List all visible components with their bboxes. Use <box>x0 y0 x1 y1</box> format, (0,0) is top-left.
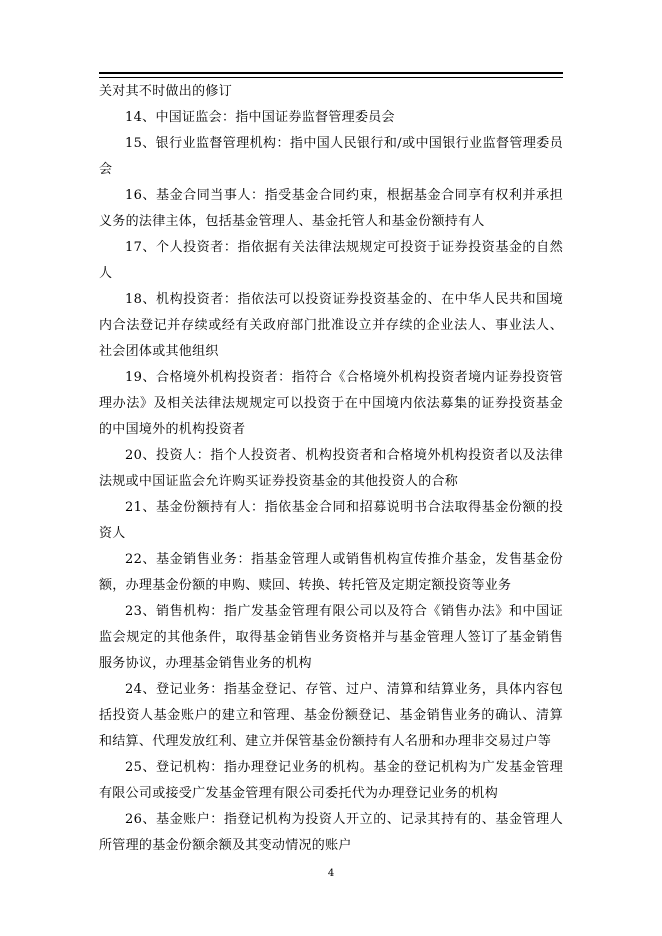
definition-20: 20、投资人：指个人投资者、机构投资者和合格境外机构投资者以及法律法规或中国证监会允许购买证券投资基金的其他投资人的合称 <box>99 448 563 489</box>
page-number: 4 <box>327 868 335 879</box>
definition-16: 16、基金合同当事人：指受基金合同约束，根据基金合同享有权利并承担义务的法律主体，包括基金管理人、基金托管人和基金份额持有人 <box>99 188 563 229</box>
definition-25: 25、登记机构：指办理登记业务的机构。基金的登记机构为广发基金管理有限公司或接受广发基金管理有限公司委托代为办理登记业务的机构 <box>99 760 563 801</box>
paragraph-continued: 关对其不时做出的修订 <box>99 84 233 99</box>
definition-17: 17、个人投资者：指依据有关法律法规规定可投资于证券投资基金的自然人 <box>99 240 563 281</box>
definition-14: 14、中国证监会：指中国证券监督管理委员会 <box>125 110 395 125</box>
definition-18: 18、机构投资者：指依法可以投资证券投资基金的、在中华人民共和国境内合法登记并存续或经有关政府部门批准设立并存续的企业法人、事业法人、社会团体或其他组织 <box>99 292 563 359</box>
definition-23: 23、销售机构：指广发基金管理有限公司以及符合《销售办法》和中国证监会规定的其他条件，取得基金销售业务资格并与基金管理人签订了基金销售服务协议，办理基金销售业务的机构 <box>99 604 563 671</box>
definition-22: 22、基金销售业务：指基金管理人或销售机构宣传推介基金，发售基金份额，办理基金份额的申购、赎回、转换、转托管及定期定额投资等业务 <box>99 552 563 593</box>
header-rule-thick <box>99 72 563 74</box>
definition-15: 15、银行业监督管理机构：指中国人民银行和/或中国银行业监督管理委员会 <box>99 136 563 177</box>
definition-24: 24、登记业务：指基金登记、存管、过户、清算和结算业务，具体内容包括投资人基金账户的建立和管理、基金份额登记、基金销售业务的确认、清算和结算、代理发放红利、建立并保管基金份额持有人名册和办理非交易过户等 <box>99 682 563 749</box>
definition-21: 21、基金份额持有人：指依基金合同和招募说明书合法取得基金份额的投资人 <box>99 500 563 541</box>
definition-26: 26、基金账户：指登记机构为投资人开立的、记录其持有的、基金管理人所管理的基金份额余额及其变动情况的账户 <box>99 812 563 853</box>
document-body <box>99 79 563 859</box>
header-rule-thin <box>99 77 563 78</box>
definition-19: 19、合格境外机构投资者：指符合《合格境外机构投资者境内证券投资管理办法》及相关法律法规规定可以投资于在中国境内依法募集的证券投资基金的中国境外的机构投资者 <box>99 370 563 437</box>
